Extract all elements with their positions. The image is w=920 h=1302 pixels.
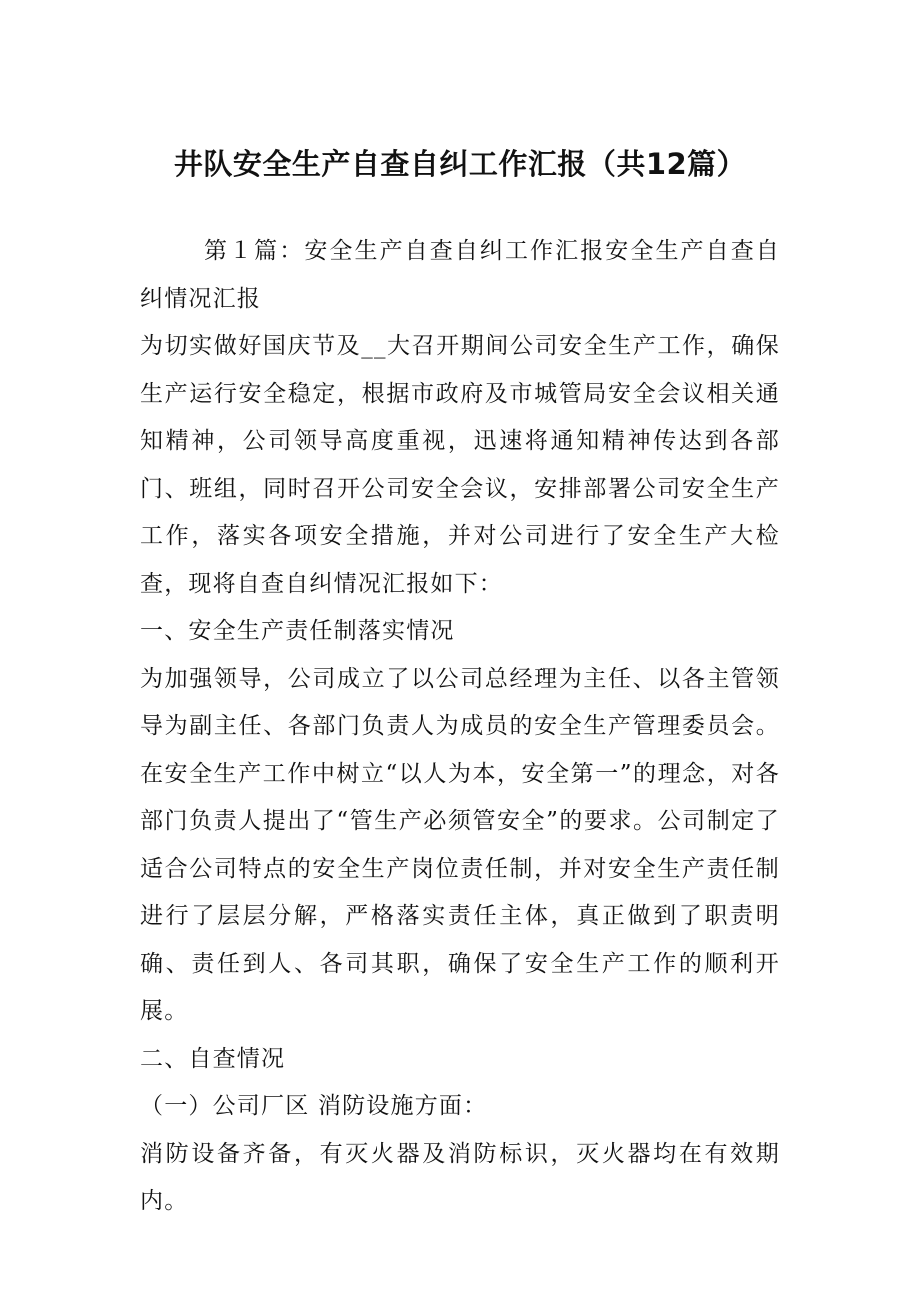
section-heading-self-check: 二、自查情况 — [140, 1045, 286, 1072]
subsection-heading-fire-facilities: （一）公司厂区 消防设施方面： — [140, 1093, 488, 1119]
section-heading-responsibility: 一、安全生产责任制落实情况 — [140, 618, 455, 644]
paragraph-responsibility: 为加强领导，公司成立了以公司总经理为主任、以各主管领导为副主任、各部门负责人为成员的安全生产管理委员会。在安全生产工作中树立“以人为本，安全第一”的理念，对各部门负责人提出了“管生产必须管安全”的要求。公司制定了适合公司特点的安全生产岗位责任制，并对安全生产责任制进行了层层分解，严格落实责任主体，真正做到了职责明确、责任到人、各司其职，确保了安全生产工作的顺利开展。 — [140, 665, 780, 1024]
paragraph-chapter-heading: 第１篇：安全生产自查自纠工作汇报安全生产自查自纠情况汇报 — [140, 238, 780, 312]
document-body — [140, 228, 780, 1226]
paragraph-intro: 为切实做好国庆节及__大召开期间公司安全生产工作，确保生产运行安全稳定，根据市政府及市城管局安全会议相关通知精神，公司领导高度重视，迅速将通知精神传达到各部门、班组，同时召开公司安全会议，安排部署公司安全生产工作，落实各项安全措施，并对公司进行了安全生产大检查，现将自查自纠情况汇报如下： — [140, 333, 780, 597]
document-title: 井队安全生产自查自纠工作汇报（共12篇） — [173, 147, 747, 181]
paragraph-fire-equipment: 消防设备齐备，有灭火器及消防标识，灭火器均在有效期内。 — [140, 1140, 780, 1214]
